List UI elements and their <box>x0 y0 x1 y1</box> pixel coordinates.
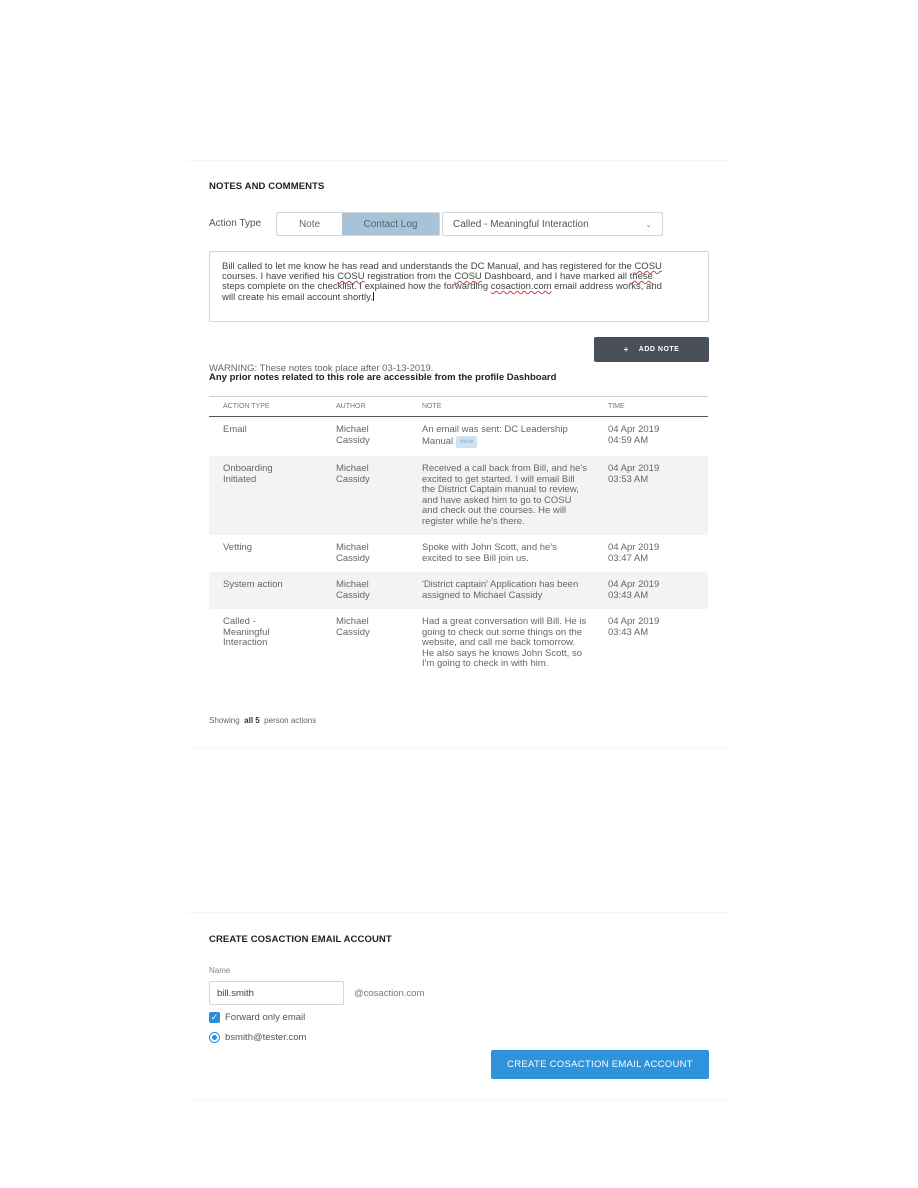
notes-top-divider <box>187 160 730 161</box>
email-top-divider <box>187 912 730 913</box>
notes-table <box>209 396 708 678</box>
action-type-toggle <box>276 212 440 236</box>
table-row <box>209 609 708 678</box>
header-action-type: ACTION TYPE <box>209 397 336 417</box>
table-row <box>209 572 708 609</box>
view-badge[interactable]: view <box>456 436 477 449</box>
table-row <box>209 456 708 535</box>
notes-table-wrapper <box>209 396 708 678</box>
cell-time: 04 Apr 2019 03:43 AM <box>608 616 660 638</box>
action-type-label: Action Type <box>209 218 262 229</box>
name-label: Name <box>209 966 231 975</box>
plus-icon: + <box>623 345 629 354</box>
add-note-label: ADD NOTE <box>638 346 680 353</box>
cell-note: An email was sent: DC Leadership Manual view <box>422 424 568 447</box>
cell-action: Email <box>223 424 247 435</box>
cell-action: System action <box>209 572 336 609</box>
header-time: TIME <box>608 397 708 417</box>
warning-text: WARNING: These notes took place after 03-13-2019. <box>209 363 434 374</box>
forward-address-label: bsmith@tester.com <box>225 1032 307 1043</box>
cell-time: 04 Apr 2019 03:43 AM <box>608 572 708 609</box>
cell-author: Michael Cassidy <box>336 456 422 535</box>
add-note-button[interactable] <box>594 337 709 362</box>
notes-bottom-divider <box>187 747 730 748</box>
table-row <box>209 417 708 457</box>
cell-author: Michael Cassidy <box>336 572 422 609</box>
textarea-line-2: courses. I have verified his COSU registration from the COSU Dashboard, and I have marked all these <box>222 271 653 282</box>
email-name-input[interactable]: bill.smith <box>209 981 344 1005</box>
toggle-contact-log[interactable]: Contact Log <box>342 213 439 235</box>
cell-time: 04 Apr 2019 03:47 AM <box>608 542 660 564</box>
email-domain: @cosaction.com <box>354 988 425 999</box>
forward-only-checkbox[interactable]: ✓ <box>210 1012 219 1022</box>
header-author: AUTHOR <box>336 397 422 417</box>
cell-author: Michael Cassidy <box>336 542 370 564</box>
cell-action: Vetting <box>223 542 253 553</box>
cell-action: Called - Meaningful Interaction <box>223 616 270 648</box>
table-row <box>209 535 708 572</box>
cell-note: Received a call back from Bill, and he's excited to get started. I will email Bill the District Captain manual to review, and have asked him to go to COSU and check out the courses. He will register while he's there. <box>422 456 608 535</box>
email-section-title: CREATE COSACTION EMAIL ACCOUNT <box>209 934 392 945</box>
cell-note: Had a great conversation will Bill. He is going to check out some things on the website, and call me back tomorrow. He also says he knows John Scott, so I'm going to check in with him. <box>422 616 587 669</box>
toggle-note[interactable]: Note <box>298 218 321 230</box>
cell-author: Michael Cassidy <box>336 616 370 638</box>
forward-address-radio[interactable] <box>209 1032 220 1043</box>
note-textarea[interactable] <box>209 251 709 322</box>
forward-only-label: Forward only email <box>225 1012 306 1023</box>
create-email-account-button[interactable]: CREATE COSACTION EMAIL ACCOUNT <box>491 1050 709 1079</box>
interaction-type-select[interactable] <box>442 212 663 236</box>
cell-note: Spoke with John Scott, and he's excited to see Bill join us. <box>422 542 557 564</box>
textarea-line-3: steps complete on the checklist. I explained how the forwarding cosaction.com email address works, and <box>222 281 662 292</box>
email-bottom-divider <box>187 1100 730 1101</box>
cell-author: Michael Cassidy <box>336 424 370 446</box>
cell-action: Onboarding Initiated <box>209 456 336 535</box>
showing-count: Showing all 5 person actions <box>209 716 317 725</box>
notes-section-title: NOTES AND COMMENTS <box>209 181 325 192</box>
cell-note: 'District captain' Application has been assigned to Michael Cassidy <box>422 572 608 609</box>
cell-time: 04 Apr 2019 04:59 AM <box>608 424 660 446</box>
chevron-down-icon: ⌄ <box>645 219 652 229</box>
cell-time: 04 Apr 2019 03:53 AM <box>608 456 708 535</box>
text-caret <box>373 292 374 301</box>
textarea-line-4: will create his email account shortly. <box>222 292 373 303</box>
header-note: NOTE <box>422 397 608 417</box>
textarea-line-1: Bill called to let me know he has read and understands the DC Manual, and has registered for the COSU <box>222 261 662 272</box>
interaction-type-value: Called - Meaningful Interaction <box>453 218 589 230</box>
table-header-row <box>209 397 708 417</box>
warning-dashboard-text: Any prior notes related to this role are accessible from the profile Dashboard <box>209 372 557 383</box>
